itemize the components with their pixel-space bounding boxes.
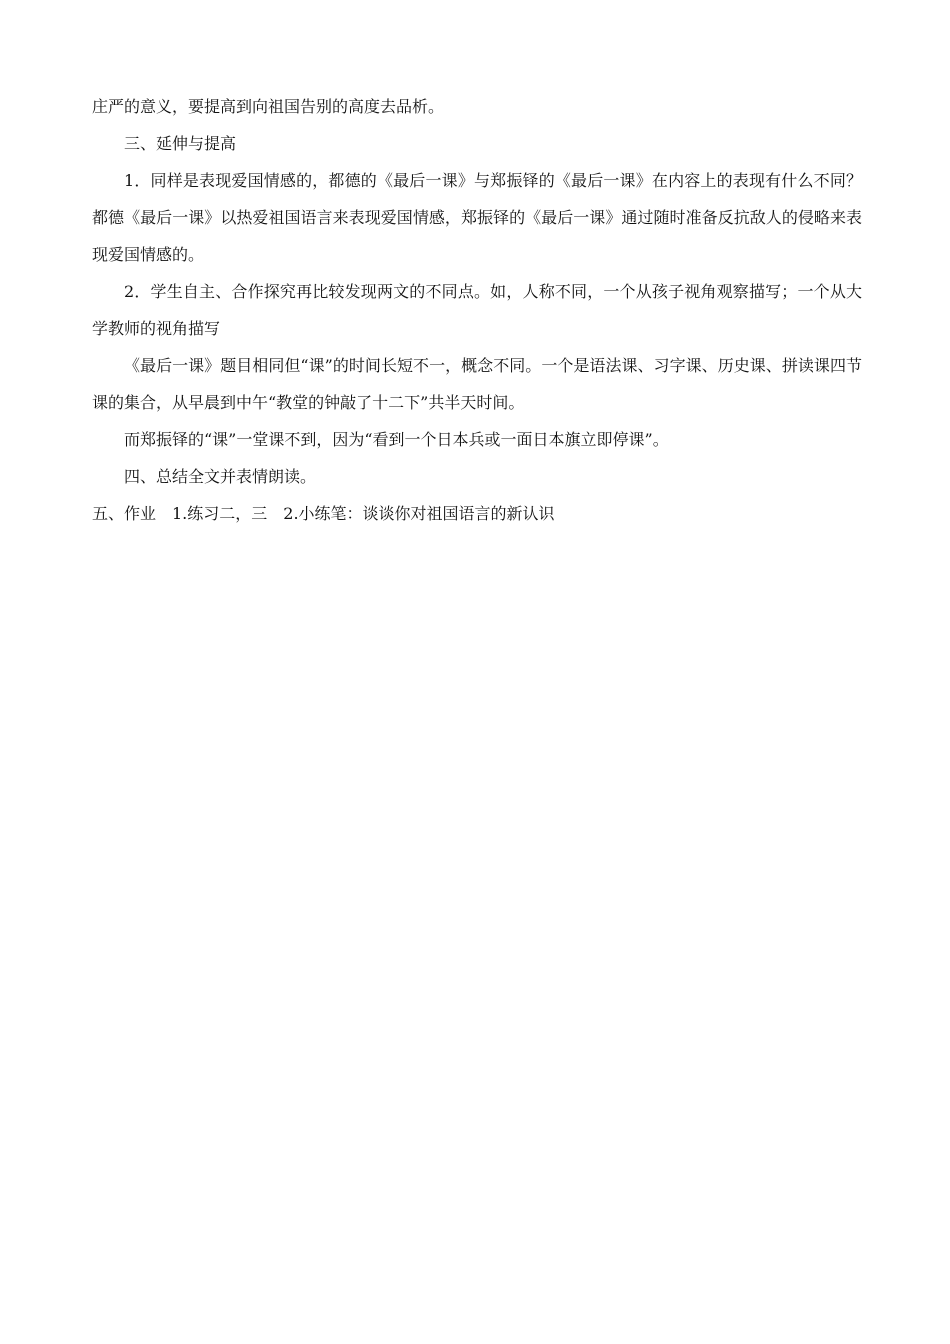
paragraph-zheng-lesson: 而郑振铎的“课”一堂课不到，因为“看到一个日本兵或一面日本旗立即停课”。 bbox=[124, 430, 669, 449]
document-body bbox=[92, 88, 862, 532]
paragraph-continuation: 庄严的意义，要提高到向祖国告别的高度去品析。 bbox=[92, 97, 445, 116]
paragraph-point-2: 2．学生自主、合作探究再比较发现两文的不同点。如，人称不同，一个从孩子视角观察描写；一个从大学教师的视角描写 bbox=[92, 282, 862, 338]
section-heading-extension: 三、延伸与提高 bbox=[124, 134, 237, 153]
section-homework: 五、作业 1.练习二，三 2.小练笔：谈谈你对祖国语言的新认识 bbox=[92, 504, 555, 523]
paragraph-lesson-comparison: 《最后一课》题目相同但“课”的时间长短不一，概念不同。一个是语法课、习字课、历史课、拼读课四节课的集合，从早晨到中午“教堂的钟敲了十二下”共半天时间。 bbox=[92, 356, 862, 412]
section-heading-summary: 四、总结全文并表情朗读。 bbox=[124, 467, 317, 486]
paragraph-point-1: 1．同样是表现爱国情感的，都德的《最后一课》与郑振铎的《最后一课》在内容上的表现有什么不同？都德《最后一课》以热爱祖国语言来表现爱国情感，郑振铎的《最后一课》通过随时准备反抗敌人的侵略来表现爱国情感的。 bbox=[92, 171, 862, 264]
